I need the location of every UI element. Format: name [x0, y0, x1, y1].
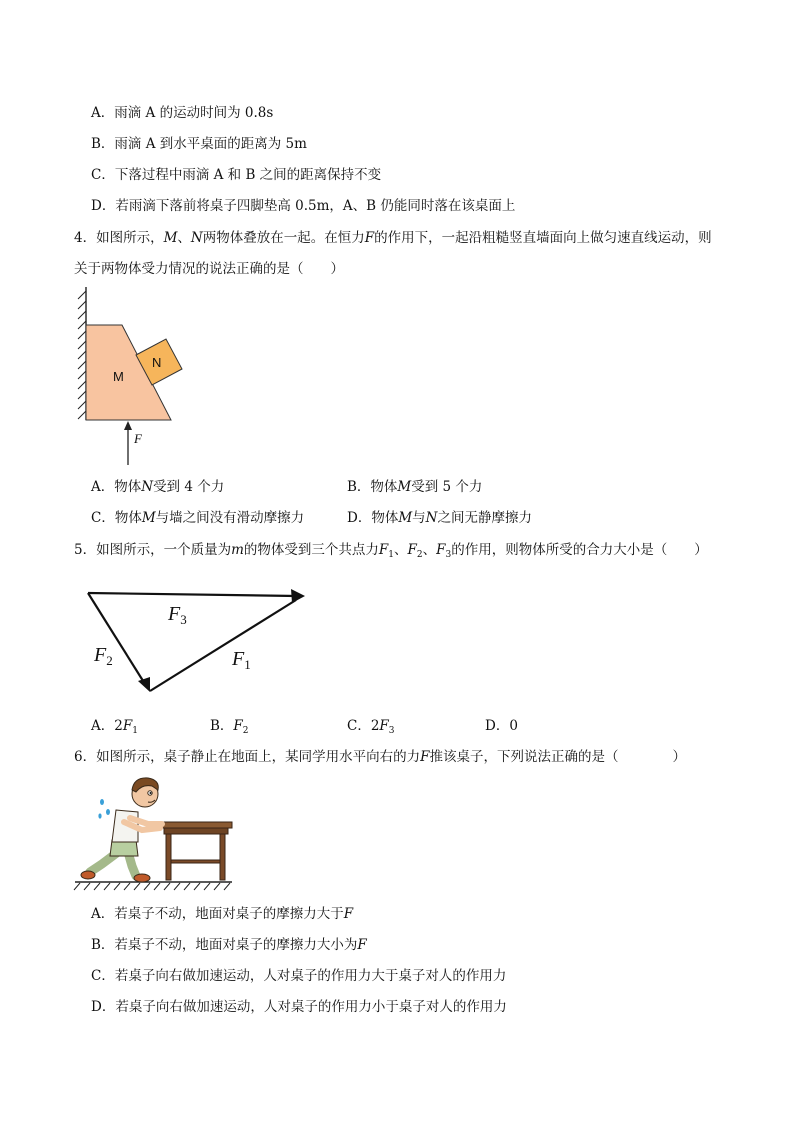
label-f2: $F_2$: [94, 644, 113, 668]
q4-stem-line2: 关于两物体受力情况的说法正确的是（ ）: [74, 261, 344, 277]
q5-option-d: D．0: [485, 718, 518, 734]
q5-figure: [80, 585, 320, 700]
label-f3: $F_3$: [168, 603, 187, 627]
q3-option-a: A．雨滴 A 的运动时间为 0.8s: [91, 105, 274, 121]
q6-option-d: D．若桌子向右做加速运动，人对桌子的作用力小于桌子对人的作用力: [91, 999, 507, 1015]
q6-option-a: A．若桌子不动，地面对桌子的摩擦力大于F: [91, 906, 354, 922]
q4-option-c: C．物体M与墙之间没有滑动摩擦力: [91, 510, 305, 526]
q4-stem-line1: 4．如图所示，M、N两物体叠放在一起。在恒力F的作用下，一起沿粗糙竖直墙面向上做匀速直线运动，则: [74, 230, 712, 246]
label-f1: $F_1$: [232, 648, 251, 672]
sweat-drops: [98, 799, 110, 819]
f3-arrow: [88, 593, 296, 596]
q3-option-b: B．雨滴 A 到水平桌面的距离为 5m: [91, 136, 307, 152]
label-m: M: [113, 369, 124, 384]
q4-option-d: D．物体M与N之间无静摩擦力: [347, 510, 532, 526]
f2-arrow: [88, 593, 145, 684]
q4-option-a: A．物体N受到 4 个力: [91, 479, 225, 495]
label-n: N: [152, 355, 162, 370]
ground-hatching: [74, 883, 230, 890]
label-f: F: [134, 431, 142, 446]
student: [81, 778, 162, 882]
table: [160, 822, 232, 880]
q5-option-c: C．$2F_3$: [347, 718, 395, 736]
q6-option-b: B．若桌子不动，地面对桌子的摩擦力大小为F: [91, 937, 367, 953]
q4-figure: [70, 285, 190, 470]
q3-option-c: C．下落过程中雨滴 A 和 B 之间的距离保持不变: [91, 167, 382, 183]
q6-option-c: C．若桌子向右做加速运动，人对桌子的作用力大于桌子对人的作用力: [91, 968, 507, 984]
q6-stem: 6．如图所示，桌子静止在地面上，某同学用水平向右的力F推该桌子，下列说法正确的是（ ）: [74, 749, 686, 765]
q5-option-b: B．$F_2$: [210, 718, 249, 736]
force-arrowhead: [124, 421, 132, 430]
q6-figure: [72, 772, 237, 894]
q3-option-d: D．若雨滴下落前将桌子四脚垫高 0.5m，A、B 仍能同时落在该桌面上: [91, 198, 516, 214]
wall-hatching: [78, 291, 86, 419]
f2-arrowhead: [138, 677, 150, 692]
q5-option-a: A．$2F_1$: [91, 718, 138, 736]
q5-stem: 5．如图所示，一个质量为m的物体受到三个共点力$F_1$、$F_2$、$F_3$的作用，则物体所受的合力大小是（ ）: [74, 542, 708, 560]
q4-option-b: B．物体M受到 5 个力: [347, 479, 483, 495]
